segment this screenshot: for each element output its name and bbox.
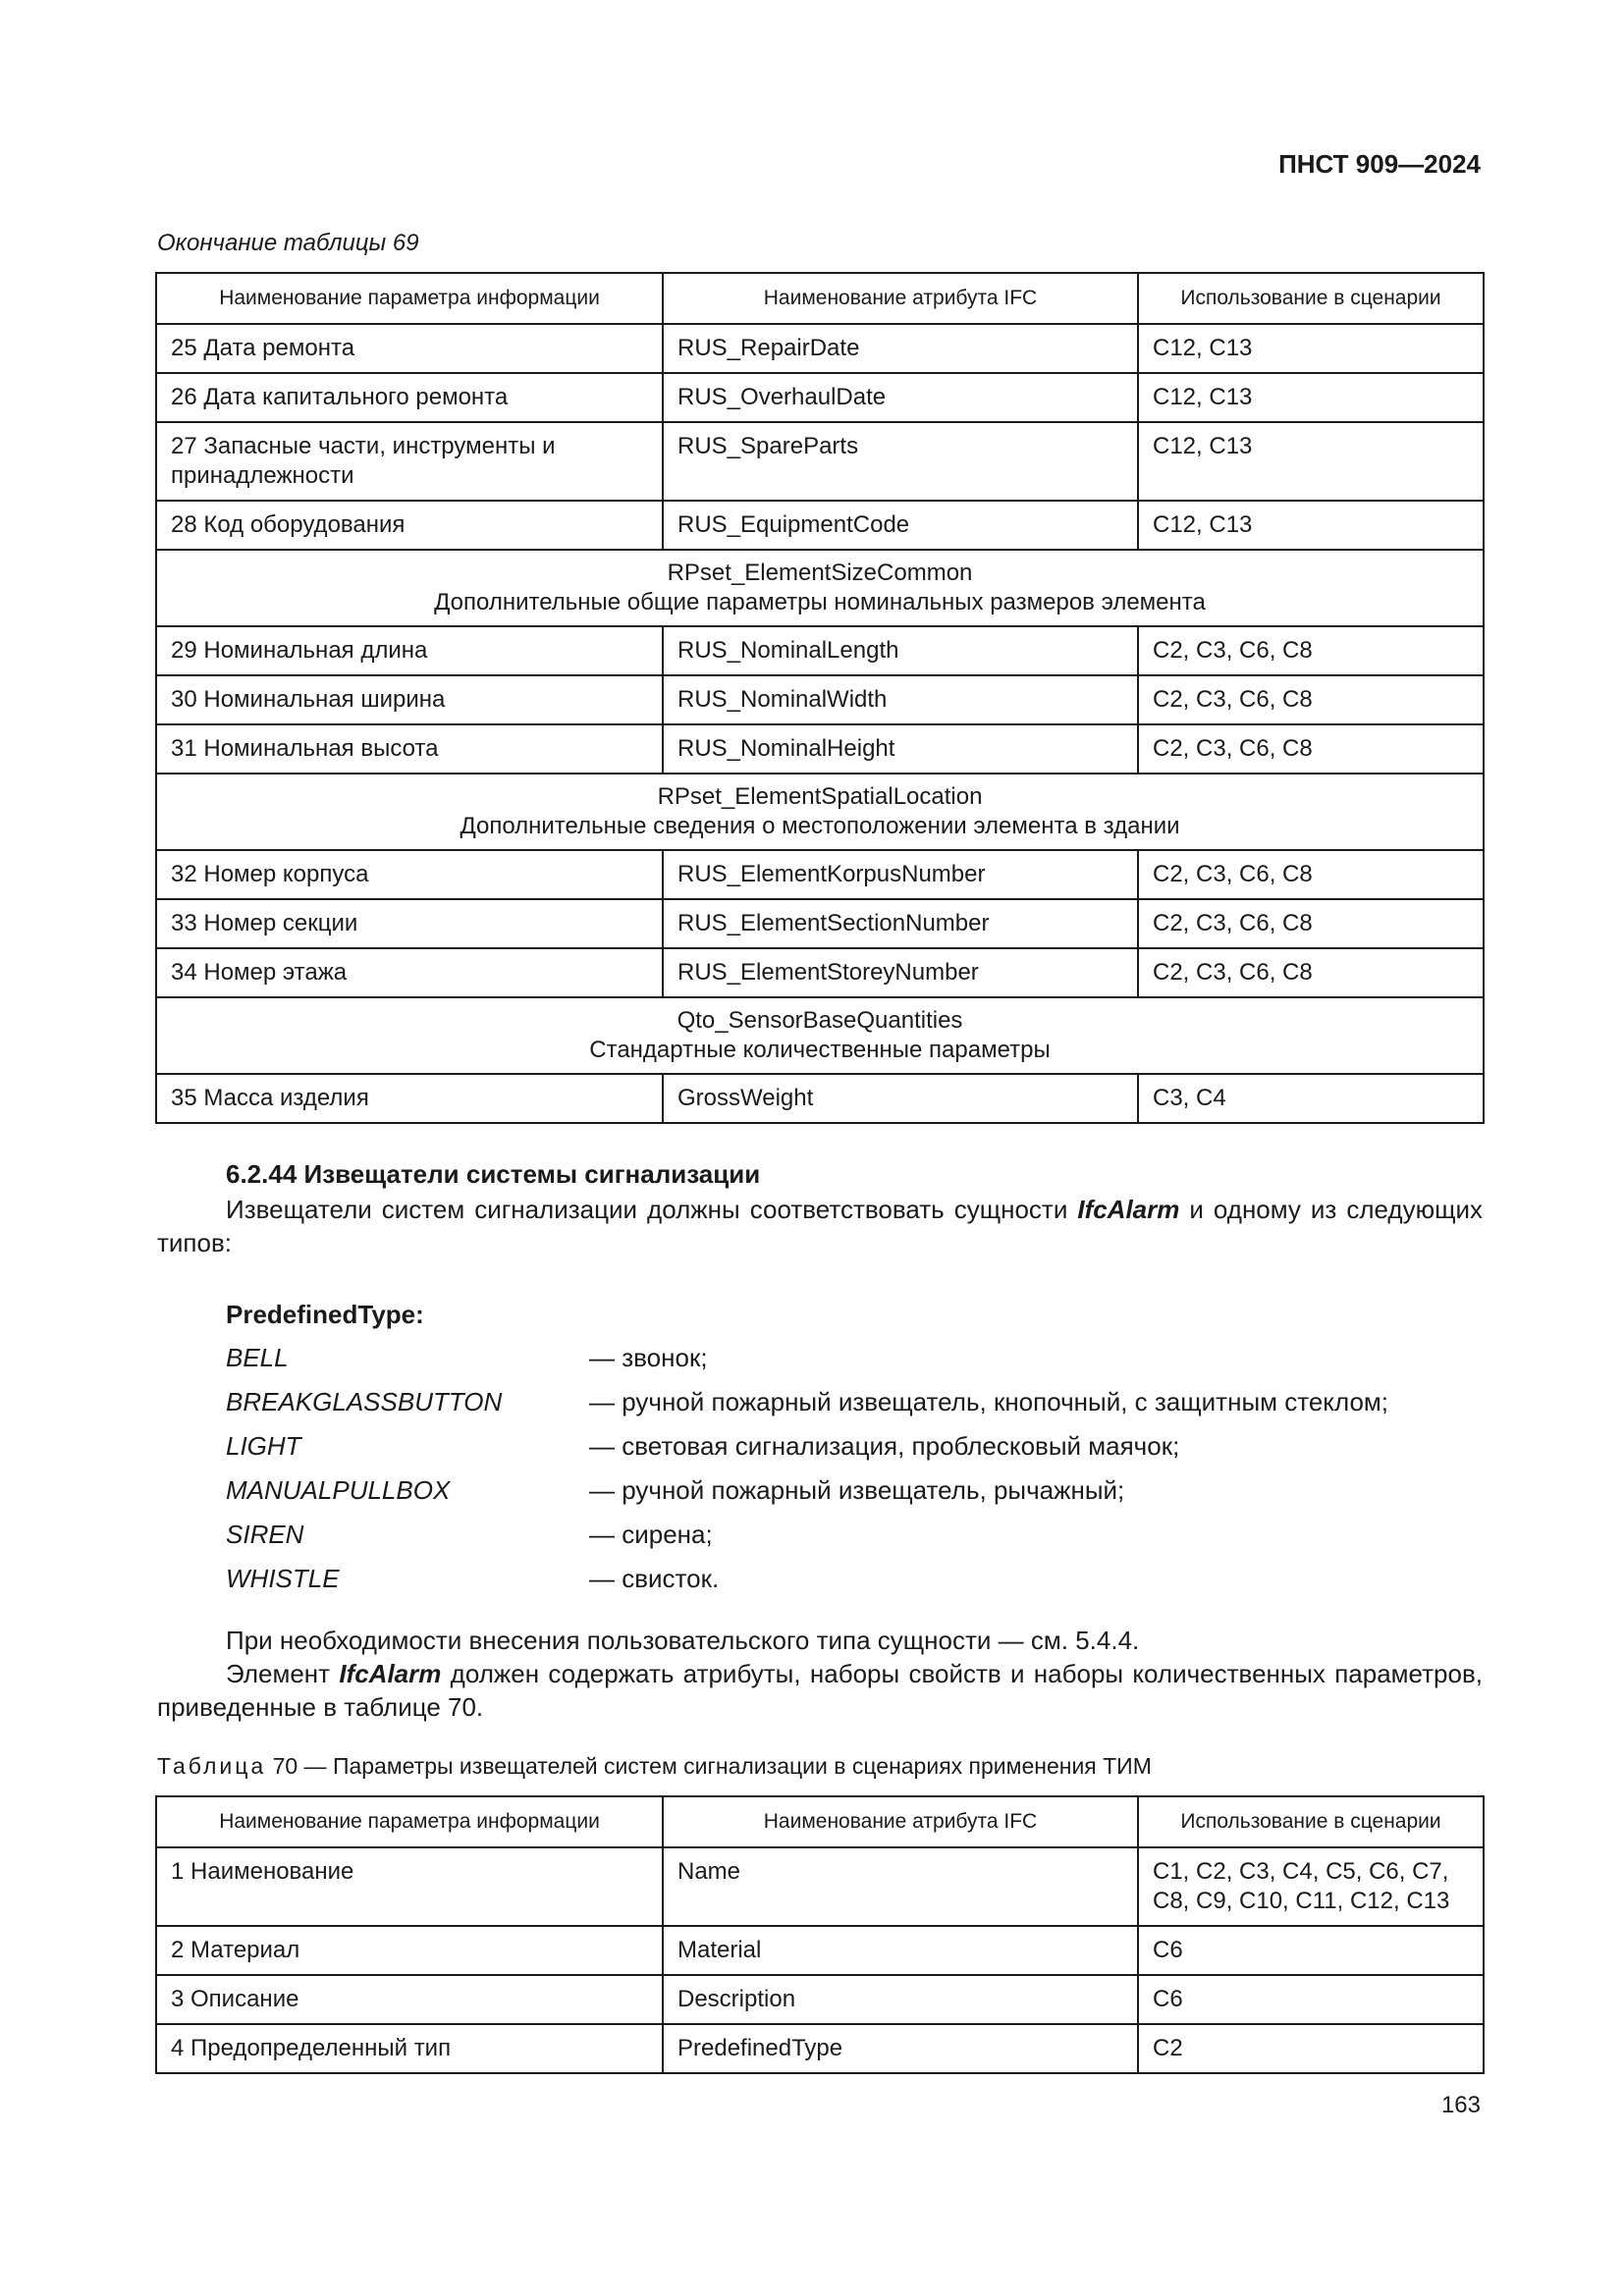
section-title: 6.2.44 Извещатели системы сигнализации bbox=[226, 1159, 761, 1189]
intro-entity-name: IfcAlarm bbox=[1077, 1195, 1180, 1224]
cell-ifc-attribute: RUS_OverhaulDate bbox=[663, 373, 1138, 422]
intro-text-before: Извещатели систем сигнализации должны соответствовать сущности bbox=[226, 1195, 1078, 1224]
table-70 bbox=[155, 1795, 1485, 2074]
predefined-type-name: LIGHT bbox=[226, 1431, 301, 1461]
table-header-row bbox=[156, 1796, 1484, 1847]
predefined-type-description: — сирена; bbox=[589, 1520, 713, 1549]
predefined-type-description: — ручной пожарный извещатель, рычажный; bbox=[589, 1475, 1125, 1505]
table-row bbox=[156, 948, 1484, 997]
cell-parameter: 26 Дата капитального ремонта bbox=[156, 373, 663, 422]
table-row bbox=[156, 501, 1484, 550]
cell-ifc-attribute: RUS_ElementStoreyNumber bbox=[663, 948, 1138, 997]
cell-usage: C1, C2, C3, C4, C5, C6, C7, C8, C9, C10, C11, C12, C13 bbox=[1138, 1847, 1484, 1926]
predefined-type-name: BELL bbox=[226, 1343, 289, 1372]
predefined-type-description: — звонок; bbox=[589, 1343, 708, 1372]
predefined-type-item bbox=[226, 1518, 1388, 1562]
cell-usage: C2, C3, C6, C8 bbox=[1138, 948, 1484, 997]
table-row bbox=[156, 422, 1484, 501]
predefined-type-item bbox=[226, 1429, 1388, 1473]
cell-ifc-attribute: RUS_NominalWidth bbox=[663, 675, 1138, 724]
cell-ifc-attribute: Material bbox=[663, 1926, 1138, 1975]
element-text-after: должен содержать атрибуты, наборы свойств и наборы количественных параметров, приведенные в таблице 70. bbox=[157, 1659, 1484, 1722]
cell-ifc-attribute: RUS_NominalLength bbox=[663, 626, 1138, 675]
element-entity-name: IfcAlarm bbox=[339, 1659, 442, 1688]
predefined-type-item bbox=[226, 1473, 1388, 1518]
table-69-continuation-caption: Окончание таблицы 69 bbox=[157, 230, 419, 256]
cell-usage: C3, C4 bbox=[1138, 1074, 1484, 1123]
predefined-type-item bbox=[226, 1562, 1388, 1606]
cell-ifc-attribute: Description bbox=[663, 1975, 1138, 2024]
table-70-caption-label: Таблица bbox=[157, 1753, 267, 1779]
cell-ifc-attribute: RUS_EquipmentCode bbox=[663, 501, 1138, 550]
table-row bbox=[156, 2024, 1484, 2073]
group-pset-name: RPset_ElementSpatialLocation bbox=[657, 783, 983, 810]
group-pset-name: RPset_ElementSizeCommon bbox=[667, 560, 973, 586]
column-header-usage: Использование в сценарии bbox=[1138, 1796, 1484, 1847]
cell-parameter: 28 Код оборудования bbox=[156, 501, 663, 550]
group-pset-name: Qto_SensorBaseQuantities bbox=[677, 1007, 963, 1034]
column-header-ifc-attribute: Наименование атрибута IFC bbox=[663, 273, 1138, 324]
cell-usage: C12, C13 bbox=[1138, 373, 1484, 422]
cell-usage: C6 bbox=[1138, 1975, 1484, 2024]
group-header-cell bbox=[156, 550, 1484, 626]
cell-parameter: 30 Номинальная ширина bbox=[156, 675, 663, 724]
predefined-type-description: — свисток. bbox=[589, 1564, 720, 1593]
cell-parameter: 4 Предопределенный тип bbox=[156, 2024, 663, 2073]
page-number: 163 bbox=[1440, 2092, 1481, 2118]
group-description: Стандартные количественные параметры bbox=[589, 1037, 1051, 1063]
table-row bbox=[156, 1074, 1484, 1123]
cell-ifc-attribute: PredefinedType bbox=[663, 2024, 1138, 2073]
cell-usage: C2, C3, C6, C8 bbox=[1138, 675, 1484, 724]
cell-parameter: 31 Номинальная высота bbox=[156, 724, 663, 774]
cell-parameter: 34 Номер этажа bbox=[156, 948, 663, 997]
cell-usage: C12, C13 bbox=[1138, 501, 1484, 550]
table-row bbox=[156, 675, 1484, 724]
cell-usage: C12, C13 bbox=[1138, 324, 1484, 373]
cell-ifc-attribute: GrossWeight bbox=[663, 1074, 1138, 1123]
column-header-parameter: Наименование параметра информации bbox=[156, 1796, 663, 1847]
table-row bbox=[156, 1975, 1484, 2024]
predefined-type-name: MANUALPULLBOX bbox=[226, 1475, 451, 1505]
group-description: Дополнительные сведения о местоположении элемента в здании bbox=[460, 813, 1180, 839]
cell-parameter: 32 Номер корпуса bbox=[156, 850, 663, 899]
group-header-cell bbox=[156, 774, 1484, 850]
table-70-caption-text: 70 — Параметры извещателей систем сигнализации в сценариях применения ТИМ bbox=[266, 1753, 1152, 1779]
group-header-cell bbox=[156, 997, 1484, 1074]
predefined-type-name: WHISTLE bbox=[226, 1564, 340, 1593]
custom-type-paragraph: При необходимости внесения пользовательского типа сущности — см. 5.4.4. bbox=[226, 1626, 1140, 1655]
cell-usage: C6 bbox=[1138, 1926, 1484, 1975]
cell-usage: C2, C3, C6, C8 bbox=[1138, 626, 1484, 675]
intro-text-after: и одному из следующих типов: bbox=[157, 1195, 1483, 1257]
table-row bbox=[156, 626, 1484, 675]
predefined-type-description: — ручной пожарный извещатель, кнопочный, с защитным стеклом; bbox=[589, 1387, 1388, 1416]
cell-usage: C12, C13 bbox=[1138, 422, 1484, 501]
cell-parameter: 27 Запасные части, инструменты и принадлежности bbox=[156, 422, 663, 501]
cell-parameter: 3 Описание bbox=[156, 1975, 663, 2024]
element-attributes-paragraph bbox=[157, 1657, 1483, 1724]
cell-parameter: 35 Масса изделия bbox=[156, 1074, 663, 1123]
table-header-row bbox=[156, 273, 1484, 324]
group-description: Дополнительные общие параметры номинальных размеров элемента bbox=[434, 589, 1206, 615]
cell-parameter: 29 Номинальная длина bbox=[156, 626, 663, 675]
table-row bbox=[156, 324, 1484, 373]
cell-ifc-attribute: RUS_SpareParts bbox=[663, 422, 1138, 501]
cell-parameter: 25 Дата ремонта bbox=[156, 324, 663, 373]
cell-parameter: 33 Номер секции bbox=[156, 899, 663, 948]
table-row bbox=[156, 1926, 1484, 1975]
cell-parameter: 2 Материал bbox=[156, 1926, 663, 1975]
table-row bbox=[156, 1847, 1484, 1926]
cell-ifc-attribute: RUS_RepairDate bbox=[663, 324, 1138, 373]
cell-usage: C2, C3, C6, C8 bbox=[1138, 724, 1484, 774]
cell-ifc-attribute: RUS_ElementSectionNumber bbox=[663, 899, 1138, 948]
predefined-type-name: SIREN bbox=[226, 1520, 304, 1549]
cell-ifc-attribute: Name bbox=[663, 1847, 1138, 1926]
predefined-type-description: — световая сигнализация, проблесковый маячок; bbox=[589, 1431, 1180, 1461]
table-row bbox=[156, 373, 1484, 422]
column-header-ifc-attribute: Наименование атрибута IFC bbox=[663, 1796, 1138, 1847]
section-intro-paragraph bbox=[157, 1193, 1483, 1259]
column-header-usage: Использование в сценарии bbox=[1138, 273, 1484, 324]
predefined-type-item bbox=[226, 1385, 1388, 1429]
cell-parameter: 1 Наименование bbox=[156, 1847, 663, 1926]
table-69 bbox=[155, 272, 1485, 1124]
document-code: ПНСТ 909—2024 bbox=[1278, 149, 1481, 179]
predefined-type-list bbox=[226, 1341, 1388, 1606]
element-text-before: Элемент bbox=[226, 1659, 340, 1688]
table-group-row bbox=[156, 997, 1484, 1074]
cell-ifc-attribute: RUS_ElementKorpusNumber bbox=[663, 850, 1138, 899]
table-group-row bbox=[156, 774, 1484, 850]
cell-usage: C2, C3, C6, C8 bbox=[1138, 850, 1484, 899]
cell-ifc-attribute: RUS_NominalHeight bbox=[663, 724, 1138, 774]
table-group-row bbox=[156, 550, 1484, 626]
table-row bbox=[156, 724, 1484, 774]
predefined-type-item bbox=[226, 1341, 1388, 1385]
table-70-caption bbox=[157, 1753, 1152, 1780]
column-header-parameter: Наименование параметра информации bbox=[156, 273, 663, 324]
predefined-type-name: BREAKGLASSBUTTON bbox=[226, 1387, 503, 1416]
cell-usage: C2 bbox=[1138, 2024, 1484, 2073]
predefined-type-title: PredefinedType: bbox=[226, 1300, 424, 1329]
cell-usage: C2, C3, C6, C8 bbox=[1138, 899, 1484, 948]
table-row bbox=[156, 850, 1484, 899]
table-row bbox=[156, 899, 1484, 948]
